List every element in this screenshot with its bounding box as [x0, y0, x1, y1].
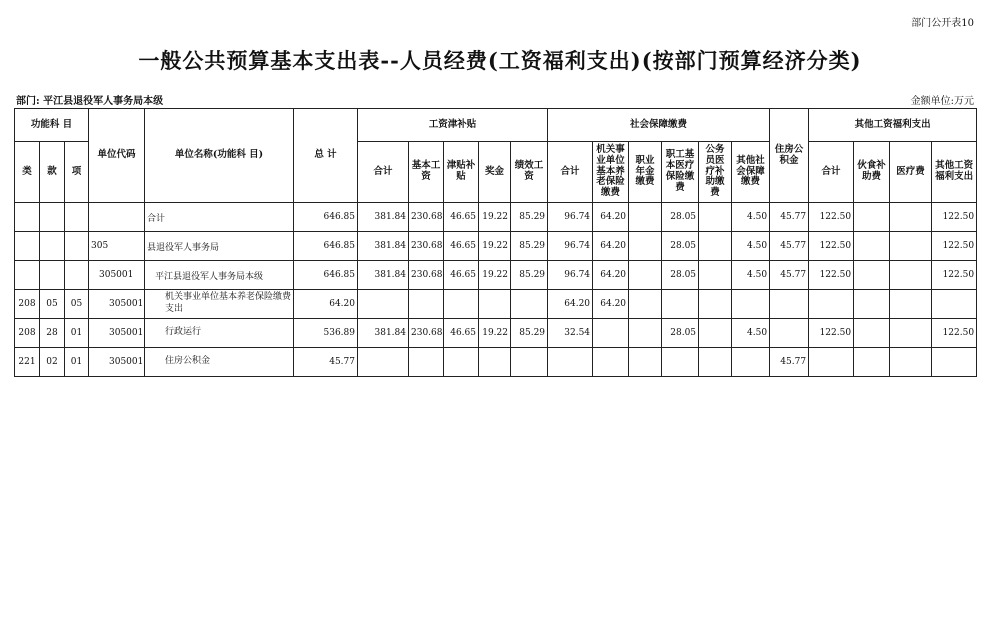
annuity-cell: [629, 290, 662, 319]
unit-code-cell: 305001: [89, 348, 145, 377]
wage-col-header: 津贴补贴: [444, 142, 479, 203]
other-welfare-cell: [932, 290, 977, 319]
pension-cell: 64.20: [593, 261, 629, 290]
other-total-cell: [809, 290, 854, 319]
allowance-cell: 46.65: [444, 261, 479, 290]
total-cell: 646.85: [294, 232, 358, 261]
total-cell: 536.89: [294, 319, 358, 348]
xiang-cell: [65, 203, 89, 232]
other-col-header: 医疗费: [890, 142, 932, 203]
header-row-1: [15, 109, 977, 142]
other-welfare-cell: 122.50: [932, 203, 977, 232]
other-total-cell: [809, 348, 854, 377]
pension-cell: 64.20: [593, 290, 629, 319]
pension-cell: [593, 319, 629, 348]
performance-wage-cell: [511, 348, 548, 377]
housing-fund-cell: 45.77: [770, 348, 809, 377]
other-col-header: 合计: [809, 142, 854, 203]
lei-cell: 221: [15, 348, 40, 377]
basic-wage-cell: [409, 348, 444, 377]
other-welfare-cell: 122.50: [932, 232, 977, 261]
bonus-cell: [479, 290, 511, 319]
other-social-cell: [732, 348, 770, 377]
allowance-cell: [444, 348, 479, 377]
bonus-cell: 19.22: [479, 261, 511, 290]
total-header: 总 计: [294, 109, 358, 203]
pension-cell: 64.20: [593, 203, 629, 232]
table-row: [15, 348, 977, 377]
meal-allowance-cell: [854, 348, 890, 377]
wage-total-cell: [358, 348, 409, 377]
xiang-cell: 01: [65, 319, 89, 348]
social-total-cell: 96.74: [548, 261, 593, 290]
lei-cell: 208: [15, 290, 40, 319]
wage-col-header: 基本工资: [409, 142, 444, 203]
medical-insurance-cell: 28.05: [662, 203, 699, 232]
page-title: 一般公共预算基本支出表--人员经费(工资福利支出)(按部门预算经济分类): [138, 48, 862, 73]
wage-total-cell: [358, 290, 409, 319]
meal-allowance-cell: [854, 261, 890, 290]
civil-medical-cell: [699, 203, 732, 232]
social-col-header: 公务员医疗补助缴费: [699, 142, 732, 203]
kuan-header: 款: [40, 142, 65, 203]
social-total-cell: 96.74: [548, 203, 593, 232]
basic-wage-cell: 230.68: [409, 261, 444, 290]
housing-fund-cell: 45.77: [770, 261, 809, 290]
wage-total-cell: 381.84: [358, 261, 409, 290]
other-total-cell: 122.50: [809, 261, 854, 290]
civil-medical-cell: [699, 261, 732, 290]
housing-fund-cell: [770, 290, 809, 319]
lei-header: 类: [15, 142, 40, 203]
kuan-cell: [40, 203, 65, 232]
medical-expense-cell: [890, 290, 932, 319]
unit-name-cell: 住房公积金: [145, 348, 294, 377]
bonus-cell: [479, 348, 511, 377]
xiang-cell: [65, 232, 89, 261]
wage-col-header: 绩效工资: [511, 142, 548, 203]
wage-total-cell: 381.84: [358, 203, 409, 232]
medical-insurance-cell: 28.05: [662, 232, 699, 261]
unit-code-cell: [89, 203, 145, 232]
budget-table: [14, 108, 977, 377]
social-col-header: 职工基本医疗保险缴费: [662, 142, 699, 203]
allowance-cell: 46.65: [444, 203, 479, 232]
unit-name-cell: 县退役军人事务局: [145, 232, 294, 261]
meal-allowance-cell: [854, 319, 890, 348]
unit-name-cell: 平江县退役军人事务局本级: [145, 261, 294, 290]
table-row: [15, 290, 977, 319]
lei-cell: 208: [15, 319, 40, 348]
allowance-cell: 46.65: [444, 232, 479, 261]
housing-fund-cell: 45.77: [770, 232, 809, 261]
basic-wage-cell: [409, 290, 444, 319]
medical-insurance-cell: 28.05: [662, 261, 699, 290]
kuan-cell: 02: [40, 348, 65, 377]
basic-wage-cell: 230.68: [409, 203, 444, 232]
other-welfare-cell: 122.50: [932, 319, 977, 348]
form-number: 部门公开表10: [911, 18, 974, 29]
kuan-cell: 05: [40, 290, 65, 319]
xiang-cell: [65, 261, 89, 290]
social-total-cell: 32.54: [548, 319, 593, 348]
amount-unit-label: 金额单位:万元: [910, 96, 974, 107]
other-total-cell: 122.50: [809, 319, 854, 348]
other-total-cell: 122.50: [809, 203, 854, 232]
medical-insurance-cell: [662, 348, 699, 377]
wage-col-header: 奖金: [479, 142, 511, 203]
meal-allowance-cell: [854, 232, 890, 261]
medical-expense-cell: [890, 203, 932, 232]
medical-expense-cell: [890, 319, 932, 348]
basic-wage-cell: 230.68: [409, 319, 444, 348]
housing-fund-cell: [770, 319, 809, 348]
unit-code-cell: 305: [89, 232, 145, 261]
medical-insurance-cell: 28.05: [662, 319, 699, 348]
annuity-cell: [629, 203, 662, 232]
xiang-cell: 05: [65, 290, 89, 319]
other-welfare-group-header: 其他工资福利支出: [809, 109, 977, 142]
pension-cell: [593, 348, 629, 377]
bonus-cell: 19.22: [479, 319, 511, 348]
other-welfare-cell: [932, 348, 977, 377]
allowance-cell: 46.65: [444, 319, 479, 348]
social-col-header: 合计: [548, 142, 593, 203]
wage-total-cell: 381.84: [358, 319, 409, 348]
civil-medical-cell: [699, 232, 732, 261]
social-col-header: 机关事业单位基本养老保险缴费: [593, 142, 629, 203]
total-cell: 64.20: [294, 290, 358, 319]
other-social-cell: 4.50: [732, 203, 770, 232]
xiang-cell: 01: [65, 348, 89, 377]
wage-col-header: 合计: [358, 142, 409, 203]
civil-medical-cell: [699, 319, 732, 348]
lei-cell: [15, 203, 40, 232]
department-label: 部门: 平江县退役军人事务局本级: [16, 96, 164, 107]
bonus-cell: 19.22: [479, 232, 511, 261]
table-row: [15, 261, 977, 290]
other-col-header: 伙食补助费: [854, 142, 890, 203]
xiang-header: 项: [65, 142, 89, 203]
basic-wage-cell: 230.68: [409, 232, 444, 261]
housing-fund-cell: 45.77: [770, 203, 809, 232]
meal-allowance-cell: [854, 290, 890, 319]
other-social-cell: 4.50: [732, 232, 770, 261]
pension-cell: 64.20: [593, 232, 629, 261]
housing-fund-header: 住房公积金: [770, 109, 809, 203]
unit-name-header: 单位名称(功能科 目): [145, 109, 294, 203]
social-total-cell: [548, 348, 593, 377]
civil-medical-cell: [699, 290, 732, 319]
civil-medical-cell: [699, 348, 732, 377]
unit-name-cell: 合计: [145, 203, 294, 232]
meal-allowance-cell: [854, 203, 890, 232]
performance-wage-cell: 85.29: [511, 232, 548, 261]
annuity-cell: [629, 261, 662, 290]
other-social-cell: 4.50: [732, 261, 770, 290]
medical-expense-cell: [890, 232, 932, 261]
kuan-cell: 28: [40, 319, 65, 348]
wage-group-header: 工资津补贴: [358, 109, 548, 142]
table-row: [15, 319, 977, 348]
social-security-group-header: 社会保障缴费: [548, 109, 770, 142]
other-social-cell: [732, 290, 770, 319]
other-social-cell: 4.50: [732, 319, 770, 348]
table-row: [15, 232, 977, 261]
unit-code-header: 单位代码: [89, 109, 145, 203]
unit-code-cell: 305001: [89, 261, 145, 290]
medical-insurance-cell: [662, 290, 699, 319]
lei-cell: [15, 232, 40, 261]
social-total-cell: 96.74: [548, 232, 593, 261]
medical-expense-cell: [890, 261, 932, 290]
annuity-cell: [629, 319, 662, 348]
unit-code-cell: 305001: [89, 290, 145, 319]
kuan-cell: [40, 232, 65, 261]
social-total-cell: 64.20: [548, 290, 593, 319]
unit-code-cell: 305001: [89, 319, 145, 348]
other-welfare-cell: 122.50: [932, 261, 977, 290]
annuity-cell: [629, 348, 662, 377]
social-col-header: 职业年金缴费: [629, 142, 662, 203]
lei-cell: [15, 261, 40, 290]
medical-expense-cell: [890, 348, 932, 377]
performance-wage-cell: 85.29: [511, 203, 548, 232]
performance-wage-cell: 85.29: [511, 319, 548, 348]
allowance-cell: [444, 290, 479, 319]
unit-name-cell: 机关事业单位基本养老保险缴费支出: [145, 290, 294, 319]
func-subject-header: 功能科 目: [15, 109, 89, 142]
other-col-header: 其他工资福利支出: [932, 142, 977, 203]
total-cell: 646.85: [294, 261, 358, 290]
total-cell: 45.77: [294, 348, 358, 377]
total-cell: 646.85: [294, 203, 358, 232]
unit-name-cell: 行政运行: [145, 319, 294, 348]
other-total-cell: 122.50: [809, 232, 854, 261]
social-col-header: 其他社会保障缴费: [732, 142, 770, 203]
annuity-cell: [629, 232, 662, 261]
performance-wage-cell: [511, 290, 548, 319]
table-row: [15, 203, 977, 232]
kuan-cell: [40, 261, 65, 290]
wage-total-cell: 381.84: [358, 232, 409, 261]
performance-wage-cell: 85.29: [511, 261, 548, 290]
bonus-cell: 19.22: [479, 203, 511, 232]
